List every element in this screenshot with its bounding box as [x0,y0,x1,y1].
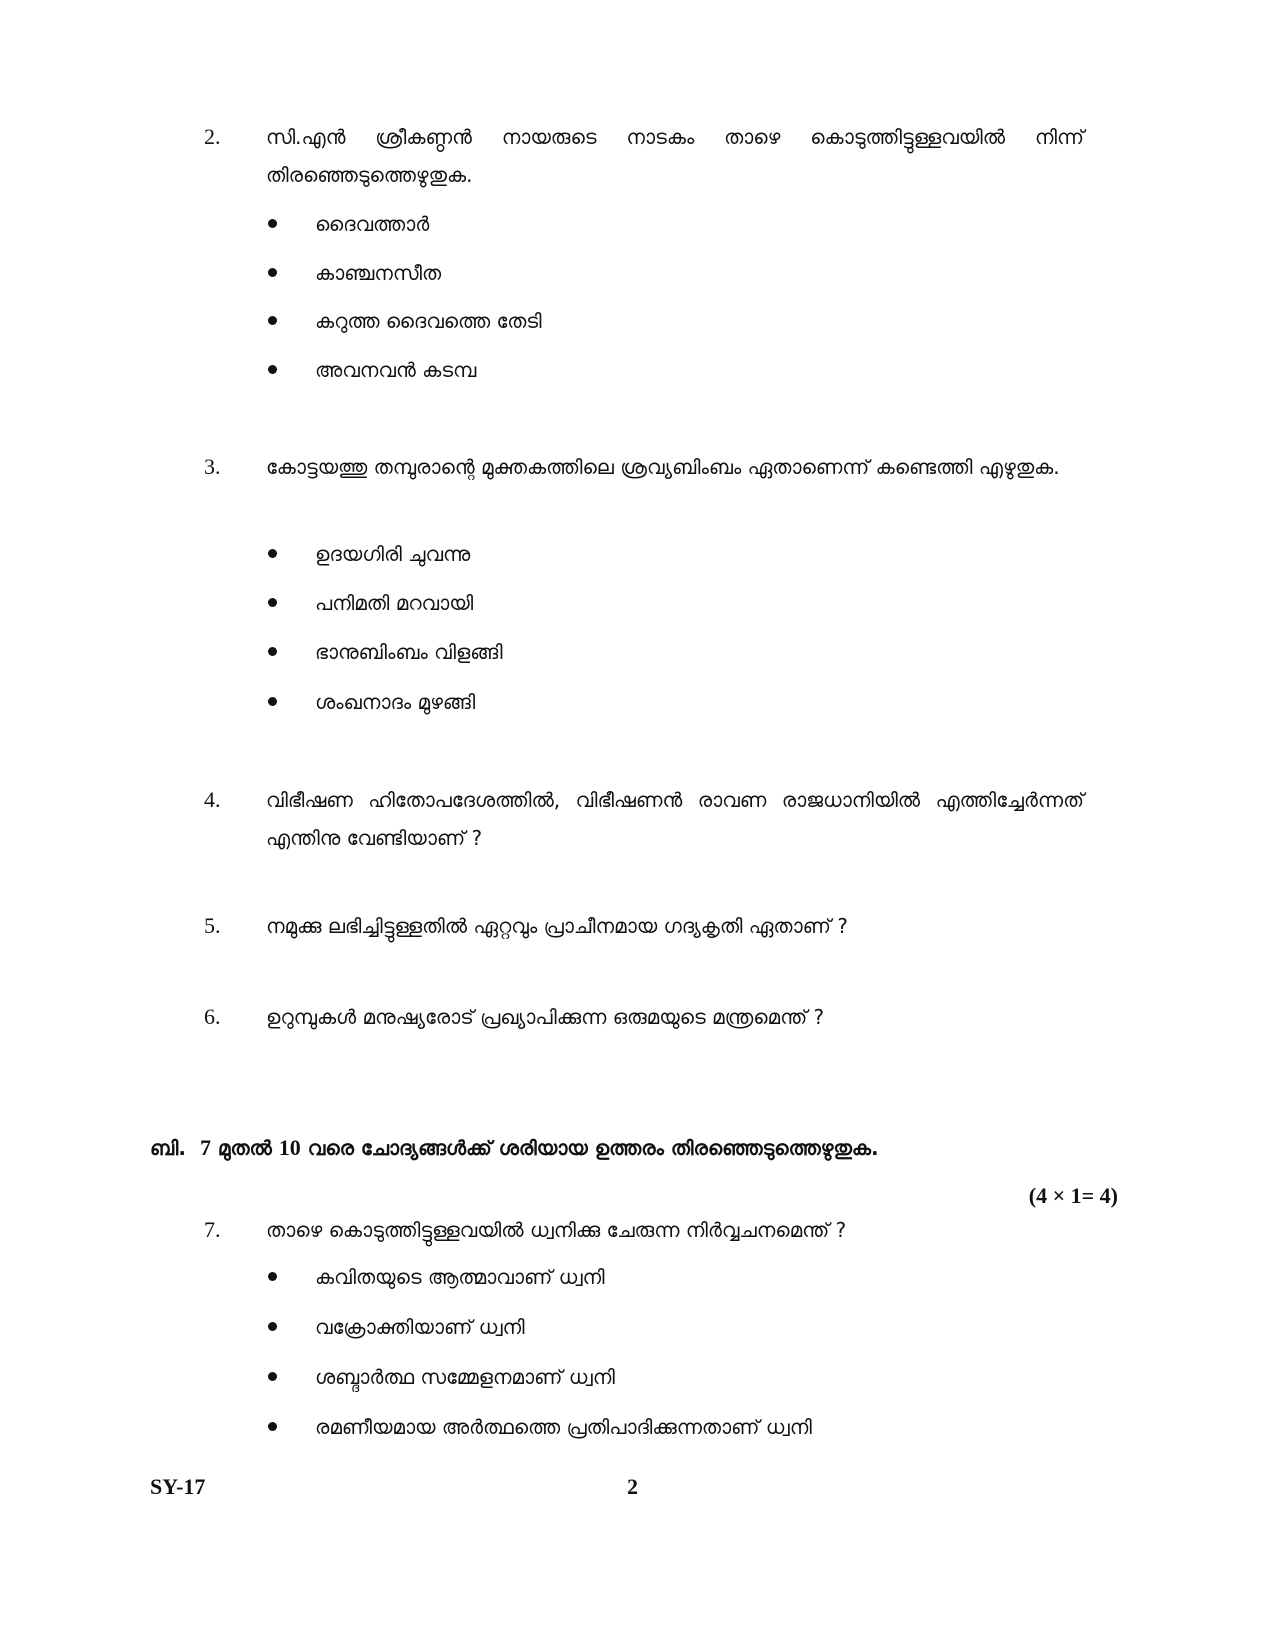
option-item [0,258,1275,290]
option-text: അവനവൻ കടമ്പ [315,358,477,382]
option-text: കവിതയുടെ ആത്മാവാണ് ധ്വനി [315,1265,605,1289]
option-item [0,687,1275,719]
option-text: വക്രോക്തിയാണ് ധ്വനി [315,1315,525,1339]
section-b-heading [150,1133,879,1163]
question-text: നമുക്കു ലഭിച്ചിട്ടുള്ളതിൽ ഏറ്റവും പ്രാചീനമായ ഗദ്യകൃതി ഏതാണ് ? [266,914,848,938]
bullet-icon [268,1372,277,1381]
option-text: പനിമതി മറവായി [315,591,474,615]
bullet-icon [268,219,277,228]
question-text: സി.എൻ ശ്രീകണ്ഠൻ നായരുടെ നാടകം താഴെ കൊടുത്തിട്ടുള്ളവയിൽ നിന്ന് തിരഞ്ഞെടുത്തെഴുതുക. [266,125,1084,187]
option-item [0,306,1275,338]
question-text: താഴെ കൊടുത്തിട്ടുള്ളവയിൽ ധ്വനിക്കു ചേരുന്ന നിർവ്വചനമെന്ത് ? [266,1218,847,1242]
option-text: ദൈവത്താർ [315,212,430,236]
option-text: ഉദയഗിരി ചുവന്നു [315,542,471,566]
option-text: കാഞ്ചനസീത [315,261,442,285]
question-number: 2. [204,124,221,149]
bullet-icon [268,1322,277,1331]
option-item [0,1312,1275,1344]
question-text: വിഭീഷണ ഹിതോപദേശത്തിൽ, വിഭീഷണൻ രാവണ രാജധാനിയിൽ എത്തിച്ചേർന്നത് എന്തിനു വേണ്ടിയാണ് ? [266,788,1084,850]
bullet-icon [268,598,277,607]
question-text: കോട്ടയത്തു തമ്പുരാന്റെ മുക്തകത്തിലെ ശ്രവ്യബിംബം ഏതാണെന്ന് കണ്ടെത്തി എഴുതുക. [266,455,1060,479]
bullet-icon [268,1422,277,1431]
paper-code: SY-17 [150,1474,206,1499]
section-text-mid: മുതൽ [217,1136,272,1160]
option-item [0,588,1275,620]
question-number: 6. [204,1004,221,1029]
bullet-icon [268,1272,277,1281]
question-number: 4. [204,787,221,812]
option-text: ശബ്ദാർത്ഥ സമ്മേളനമാണ് ധ്വനി [315,1365,615,1389]
option-item [0,209,1275,241]
option-item [0,1262,1275,1294]
option-text: കറുത്ത ദൈവത്തെ തേടി [315,309,542,333]
option-text: രമണീയമായ അർത്ഥത്തെ പ്രതിപാദിക്കുന്നതാണ് ധ്വനി [315,1415,812,1439]
bullet-icon [268,316,277,325]
question-text: ഉറുമ്പുകൾ മനുഷ്യരോട് പ്രഖ്യാപിക്കുന്ന ഒരുമയുടെ മന്ത്രമെന്ത് ? [266,1005,825,1029]
section-range-from: 7 [199,1135,211,1160]
section-b-marks: (4 × 1= 4) [1028,1183,1118,1208]
section-label: ബി. [150,1136,186,1160]
section-instruction: വരെ ചോദ്യങ്ങൾക്ക് ശരിയായ ഉത്തരം തിരഞ്ഞെടുത്തെഴുതുക. [307,1136,879,1160]
option-item [0,1362,1275,1394]
section-range-to: 10 [278,1135,301,1160]
bullet-icon [268,647,277,656]
option-text: ശംഖനാദം മുഴങ്ങി [315,690,476,714]
option-item [0,539,1275,571]
question-number: 5. [204,913,221,938]
question-number: 3. [204,454,221,479]
bullet-icon [268,549,277,558]
option-text: ഭാനുബിംബം വിളങ്ങി [315,640,503,664]
bullet-icon [268,365,277,374]
bullet-icon [268,697,277,706]
page-number: 2 [627,1474,638,1499]
question-number: 7. [204,1217,221,1242]
option-item [0,1412,1275,1444]
bullet-icon [268,268,277,277]
option-item [0,637,1275,669]
option-item [0,355,1275,387]
